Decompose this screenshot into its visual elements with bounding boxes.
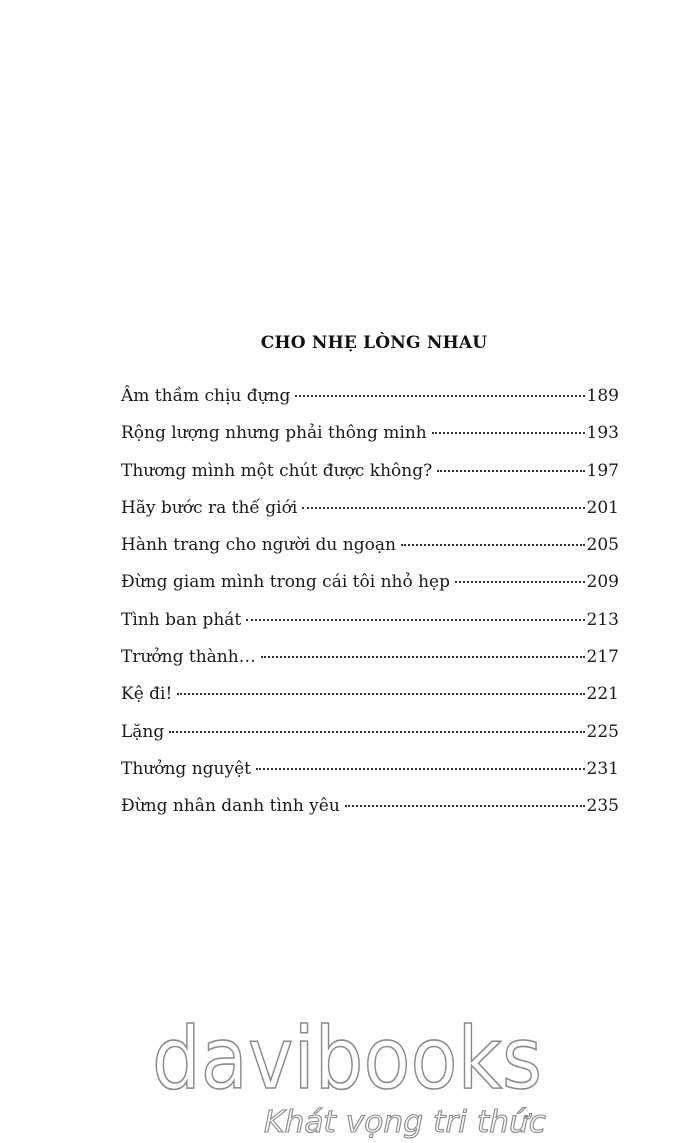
toc-entry-title: Thương mình một chút được không? xyxy=(121,460,433,481)
toc-entry xyxy=(121,570,619,607)
toc-entry-page: 213 xyxy=(586,609,619,630)
toc-entry-page: 197 xyxy=(586,460,619,481)
toc-entry xyxy=(121,533,619,570)
davibooks-watermark xyxy=(152,1010,572,1143)
toc-entry-title: Hành trang cho người du ngoạn xyxy=(121,535,396,556)
toc-leader-dots xyxy=(256,768,585,770)
toc-entry xyxy=(121,421,619,458)
toc-leader-dots xyxy=(177,693,584,695)
toc-entry-title: Lặng xyxy=(121,721,165,742)
toc-entry-page: 189 xyxy=(586,386,619,406)
toc-entry-title: Rộng lượng nhưng phải thông minh xyxy=(121,423,427,444)
toc-entry xyxy=(121,384,619,421)
toc-entry xyxy=(121,459,619,496)
toc-entry-page: 221 xyxy=(586,684,619,705)
toc-entry-title: Đừng giam mình trong cái tôi nhỏ hẹp xyxy=(121,572,451,593)
toc-entry xyxy=(121,645,619,682)
toc-entry-title: Đừng nhân danh tình yêu xyxy=(121,796,340,817)
toc-entry-page: 225 xyxy=(586,721,619,742)
davibooks-logo xyxy=(152,1010,572,1143)
toc-leader-dots xyxy=(302,507,584,509)
toc-entry-page: 193 xyxy=(586,423,619,444)
toc-leader-dots xyxy=(432,432,585,434)
toc-entry xyxy=(121,496,619,533)
toc-leader-dots xyxy=(246,619,584,621)
toc-entry-page: 205 xyxy=(586,535,619,556)
toc-leader-dots xyxy=(455,581,585,583)
toc-entry-page: 209 xyxy=(586,572,619,593)
table-of-contents xyxy=(121,384,619,832)
toc-entry-page: 235 xyxy=(586,796,619,817)
toc-entry xyxy=(121,794,619,831)
toc-leader-dots xyxy=(345,805,585,807)
watermark-brand: davibooks xyxy=(152,1010,542,1109)
toc-leader-dots xyxy=(169,731,584,733)
toc-entry-title: Thưởng nguyệt xyxy=(121,758,251,779)
toc-entry-title: Hãy bước ra thế giới xyxy=(121,497,298,518)
watermark-tagline: Khát vọng tri thức xyxy=(264,1105,547,1140)
section-title: CHO NHẸ LÒNG NHAU xyxy=(260,333,488,353)
toc-leader-dots xyxy=(261,656,585,658)
toc-entry-title: Kệ đi! xyxy=(121,684,173,705)
toc-leader-dots xyxy=(295,395,584,397)
toc-entry xyxy=(121,757,619,794)
toc-entry-title: Âm thầm chịu đựng xyxy=(121,386,291,406)
toc-entry-title: Tình ban phát xyxy=(121,609,242,630)
toc-entry-page: 217 xyxy=(586,647,619,668)
toc-leader-dots xyxy=(437,470,584,472)
toc-entry xyxy=(121,682,619,719)
toc-leader-dots xyxy=(401,544,585,546)
toc-entry xyxy=(121,608,619,645)
toc-entry-page: 201 xyxy=(586,497,619,518)
toc-entry-page: 231 xyxy=(586,758,619,779)
toc-entry-title: Trưởng thành… xyxy=(121,647,256,668)
toc-entry xyxy=(121,720,619,757)
